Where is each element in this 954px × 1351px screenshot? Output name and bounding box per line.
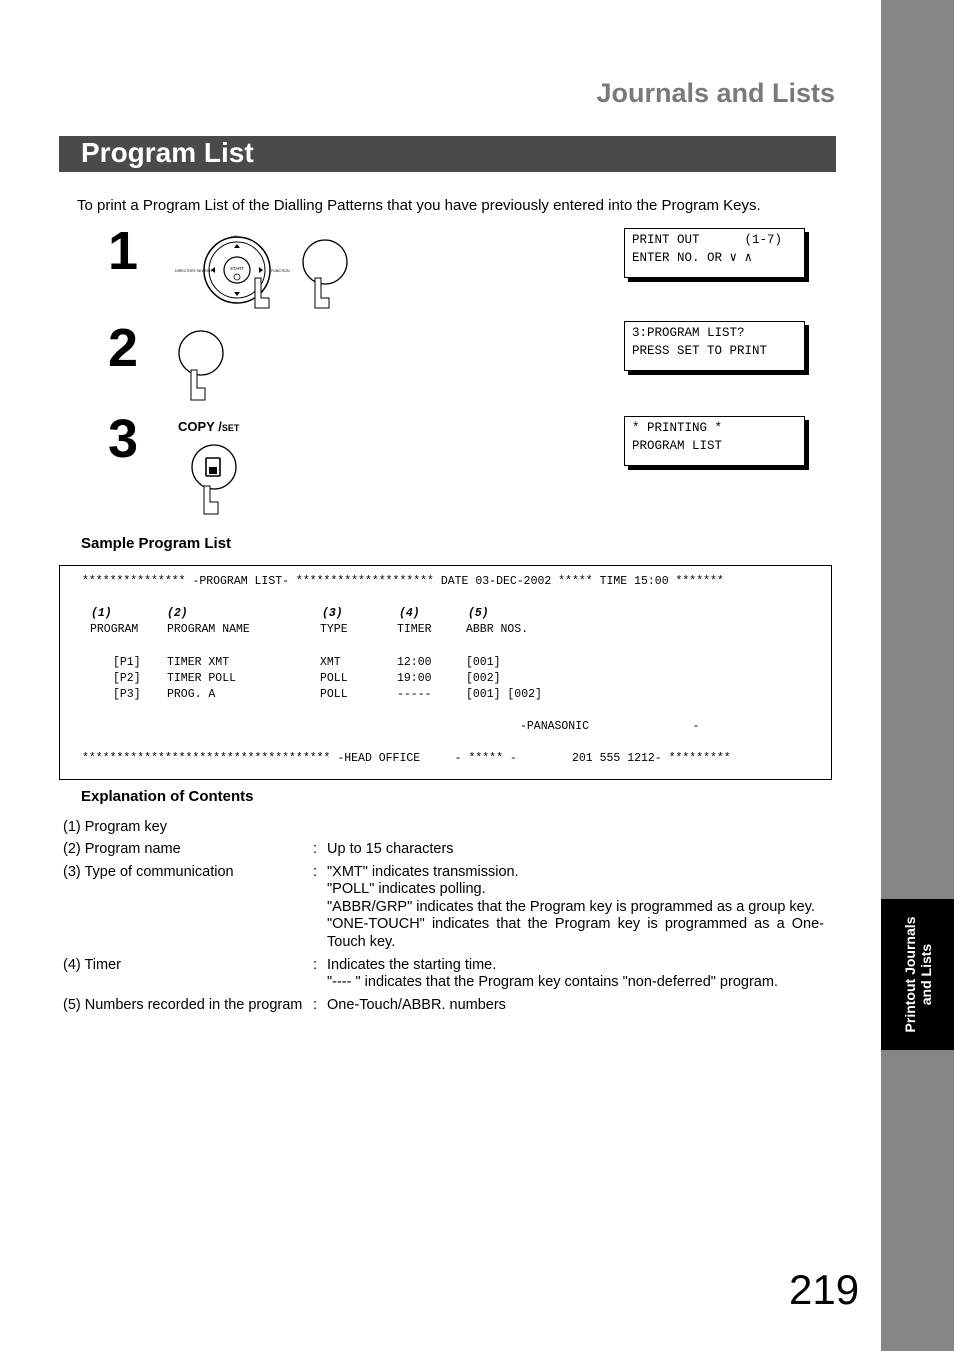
explanation-colon: : <box>313 841 318 857</box>
col-header: ABBR NOS. <box>466 623 529 636</box>
keypad-start-label: START <box>230 266 244 271</box>
desc-line: "ONE-TOUCH" indicates that the Program key is programmed as a One-Touch key. <box>327 916 824 950</box>
step-number-2: 2 <box>108 318 139 378</box>
desc-line: "XMT" indicates transmission. <box>327 864 519 880</box>
chapter-tab-label: Printout Journals and Lists <box>901 916 934 1033</box>
col-number: (4) <box>399 607 420 620</box>
table-cell: POLL <box>320 688 348 701</box>
sample-company-line: -PANASONIC - <box>520 720 700 733</box>
keypad-function-label: FUNCTION <box>271 269 290 273</box>
desc-line: "ABBR/GRP" indicates that the Program key is programmed as a group key. <box>327 898 815 915</box>
explanation-label: (3) Type of communication <box>63 864 234 880</box>
explanation-desc <box>327 841 824 858</box>
table-cell: 12:00 <box>397 656 432 669</box>
explanation-label: (1) Program key <box>63 819 167 835</box>
explanation-label: (4) Timer <box>63 957 121 973</box>
sample-heading: Sample Program List <box>81 535 232 552</box>
explanation-label: (5) Numbers recorded in the program <box>63 997 303 1013</box>
lcd-line: PRESS SET TO PRINT <box>632 344 768 358</box>
chapter-tab <box>881 899 954 1050</box>
page-number: 219 <box>789 1266 860 1313</box>
sample-footer-line: ************************************ -HEAD OFFICE - ***** - 201 555 1212- ********* <box>82 752 731 765</box>
lcd-line: PRINT OUT (1-7) <box>632 233 783 247</box>
copy-set-button-illustration <box>188 440 243 515</box>
lcd-line: PROGRAM LIST <box>632 439 723 453</box>
table-cell: PROG. A <box>167 688 216 701</box>
explanation-heading: Explanation of Contents <box>81 788 254 805</box>
lcd-display-1 <box>624 228 805 278</box>
col-header: TYPE <box>320 623 348 636</box>
keypad-directory-label: DIRECTORY SEARCH <box>175 269 212 273</box>
step-number-3: 3 <box>108 409 139 469</box>
keypad-vol-label: VOL <box>231 234 240 239</box>
explanation-desc <box>327 864 824 951</box>
table-cell: [P3] <box>113 688 141 701</box>
sample-program-list <box>59 565 832 780</box>
col-header: PROGRAM NAME <box>167 623 250 636</box>
table-cell: 19:00 <box>397 672 432 685</box>
col-header: TIMER <box>397 623 432 636</box>
table-cell: [001] <box>466 656 501 669</box>
table-cell: ----- <box>397 688 432 701</box>
lcd-display-2 <box>624 321 805 371</box>
lcd-line: ENTER NO. OR ∨ ∧ <box>632 251 753 265</box>
copy-set-label <box>178 419 239 434</box>
explanation-colon: : <box>313 864 318 880</box>
explanation-colon: : <box>313 997 318 1013</box>
table-cell: TIMER POLL <box>167 672 237 685</box>
explanation-desc <box>327 957 824 992</box>
col-number: (5) <box>468 607 489 620</box>
desc-line: Indicates the starting time. <box>327 957 497 973</box>
col-number: (1) <box>91 607 112 620</box>
col-number: (3) <box>322 607 343 620</box>
page-title: Program List <box>81 137 254 168</box>
title-band <box>59 136 836 172</box>
button-press-illustration <box>175 328 235 403</box>
step-number-1: 1 <box>108 221 139 281</box>
table-cell: XMT <box>320 656 341 669</box>
sample-header-line: *************** -PROGRAM LIST- ******************** DATE 03-DEC-2002 ***** TIME 15:00 ******* <box>82 575 724 588</box>
set-label: SET <box>221 423 240 433</box>
col-header: PROGRAM <box>90 623 139 636</box>
table-cell: [002] <box>466 672 501 685</box>
explanation-colon: : <box>313 957 318 973</box>
side-bar <box>881 0 954 1351</box>
table-cell: POLL <box>320 672 348 685</box>
copy-label: COPY / <box>178 419 222 434</box>
table-cell: [P2] <box>113 672 141 685</box>
desc-line: One-Touch/ABBR. numbers <box>327 997 506 1013</box>
section-title: Journals and Lists <box>596 78 835 108</box>
desc-line: Up to 15 characters <box>327 841 454 857</box>
table-cell: [001] [002] <box>466 688 542 701</box>
col-number: (2) <box>167 607 188 620</box>
lcd-display-3 <box>624 416 805 466</box>
intro-text: To print a Program List of the Dialling Patterns that you have previously entered into the Program Keys. <box>77 197 761 214</box>
explanation-label: (2) Program name <box>63 841 181 857</box>
table-cell: [P1] <box>113 656 141 669</box>
keypad-illustration <box>175 230 355 310</box>
explanation-desc <box>327 997 824 1014</box>
lcd-line: 3:PROGRAM LIST? <box>632 326 745 340</box>
table-cell: TIMER XMT <box>167 656 230 669</box>
desc-line: "POLL" indicates polling. <box>327 881 486 898</box>
desc-line: "---- " indicates that the Program key contains "non-deferred" program. <box>327 974 778 991</box>
lcd-line: * PRINTING * <box>632 421 723 435</box>
